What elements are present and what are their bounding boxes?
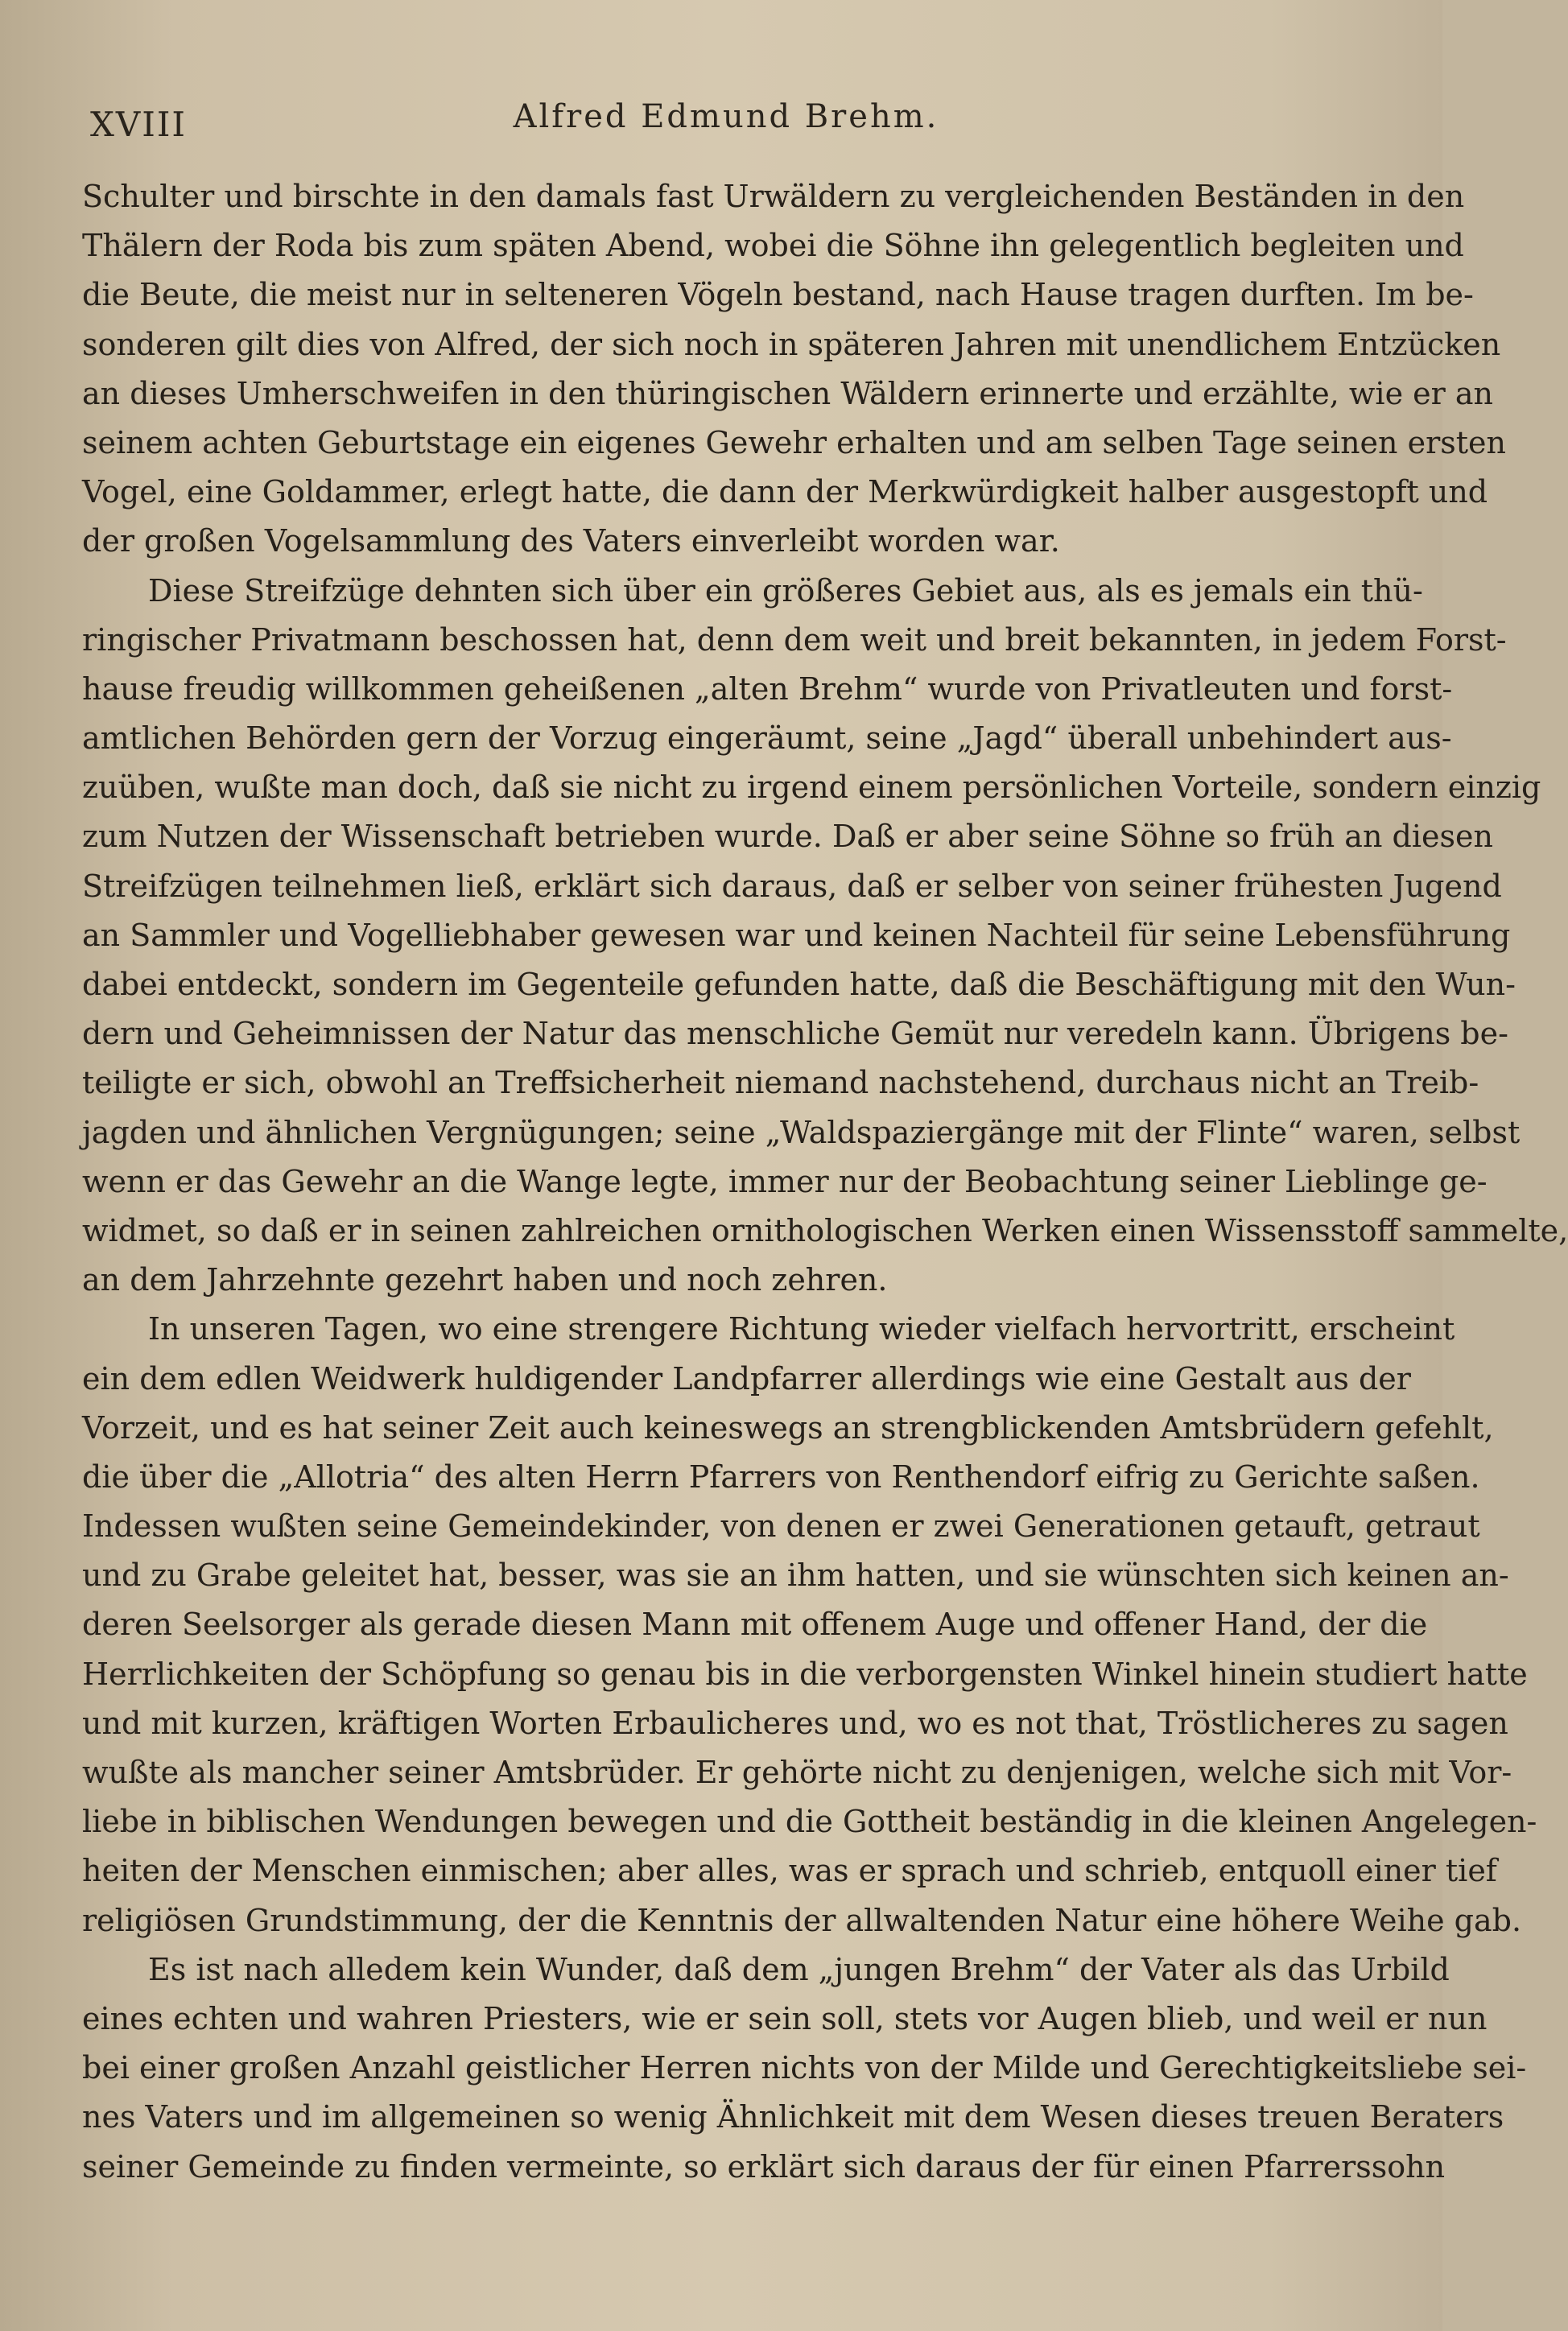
- text-line: an Sammler und Vogelliebhaber gewesen war und keinen Nachteil für seine Lebensführung: [82, 917, 1511, 953]
- text-line: bei einer großen Anzahl geistlicher Herren nichts von der Milde und Gerechtigkeitsliebe sei-: [82, 2050, 1527, 2086]
- text-line: an dem Jahrzehnte gezehrt haben und noch zehren.: [82, 1262, 888, 1298]
- text-line: zum Nutzen der Wissenschaft betrieben wurde. Daß er aber seine Söhne so früh an diesen: [82, 819, 1493, 855]
- text-line: eines echten und wahren Priesters, wie er sein soll, stets vor Augen blieb, und weil er nun: [82, 2000, 1488, 2036]
- text-line: Herrlichkeiten der Schöpfung so genau bis in die verborgensten Winkel hinein studiert hatte: [82, 1656, 1528, 1692]
- text-line: wenn er das Gewehr an die Wange legte, immer nur der Beobachtung seiner Lieblinge ge-: [82, 1163, 1488, 1199]
- text-line: religiösen Grundstimmung, der die Kenntnis der allwaltenden Natur eine höhere Weihe gab.: [82, 1902, 1522, 1938]
- text-line: Thälern der Roda bis zum späten Abend, wobei die Söhne ihn gelegentlich begleiten und: [82, 228, 1464, 264]
- text-line: und mit kurzen, kräftigen Worten Erbaulicheres und, wo es not that, Tröstlicheres zu sagen: [82, 1705, 1508, 1741]
- text-line: Schulter und birschte in den damals fast Urwäldern zu vergleichenden Beständen in den: [82, 179, 1465, 214]
- running-head: Alfred Edmund Brehm.: [513, 98, 939, 135]
- text-line: der großen Vogelsammlung des Vaters einverleibt worden war.: [82, 523, 1060, 559]
- text-line: Diese Streifzüge dehnten sich über ein größeres Gebiet aus, als es jemals ein thü-: [148, 572, 1423, 609]
- text-line: Vogel, eine Goldammer, erlegt hatte, die dann der Merkwürdigkeit halber ausgestopft und: [82, 474, 1488, 510]
- text-line: die Beute, die meist nur in selteneren Vögeln bestand, nach Hause tragen durften. Im be-: [82, 277, 1474, 313]
- text-line: teiligte er sich, obwohl an Treffsicherheit niemand nachstehend, durchaus nicht an Treib-: [82, 1065, 1479, 1101]
- text-line: ringischer Privatmann beschossen hat, denn dem weit und breit bekannten, in jedem Forst-: [82, 621, 1507, 658]
- text-line: Es ist nach alledem kein Wunder, daß dem „jungen Brehm“ der Vater als das Urbild: [148, 1951, 1450, 1987]
- text-line: und zu Grabe geleitet hat, besser, was sie an ihm hatten, und sie wünschten sich keinen an-: [82, 1557, 1509, 1594]
- text-line: heiten der Menschen einmischen; aber alles, was er sprach und schrieb, entquoll einer tief: [82, 1853, 1497, 1889]
- text-line: In unseren Tagen, wo eine strengere Richtung wieder vielfach hervortritt, erscheint: [148, 1311, 1455, 1347]
- text-line: Indessen wußten seine Gemeindekinder, von denen er zwei Generationen getauft, getraut: [82, 1508, 1480, 1545]
- text-line: seinem achten Geburtstage ein eigenes Gewehr erhalten und am selben Tage seinen ersten: [82, 424, 1506, 460]
- text-line: hause freudig willkommen geheißenen „alten Brehm“ wurde von Privatleuten und forst-: [82, 670, 1453, 707]
- page-number: XVIII: [90, 105, 188, 144]
- text-line: nes Vaters und im allgemeinen so wenig Ähnlichkeit mit dem Wesen dieses treuen Beraters: [82, 2099, 1504, 2135]
- text-line: wußte als mancher seiner Amtsbrüder. Er gehörte nicht zu denjenigen, welche sich mit Vor-: [82, 1755, 1512, 1790]
- text-line: an dieses Umherschweifen in den thüringischen Wäldern erinnerte und erzählte, wie er an: [82, 375, 1493, 411]
- page-header: [90, 90, 1362, 146]
- text-line: ein dem edlen Weidwerk huldigender Landpfarrer allerdings wie eine Gestalt aus der: [82, 1360, 1411, 1397]
- text-line: die über die „Allotria“ des alten Herrn Pfarrers von Renthendorf eifrig zu Gerichte saßen.: [82, 1458, 1480, 1495]
- text-line: amtlichen Behörden gern der Vorzug eingeräumt, seine „Jagd“ überall unbehindert aus-: [82, 720, 1452, 757]
- text-line: dern und Geheimnissen der Natur das menschliche Gemüt nur veredeln kann. Übrigens be-: [82, 1016, 1508, 1052]
- text-line: liebe in biblischen Wendungen bewegen und die Gottheit beständig in die kleinen Angelegen-: [82, 1804, 1537, 1840]
- text-line: Streifzügen teilnehmen ließ, erklärt sich daraus, daß er selber von seiner frühesten Jugend: [82, 868, 1502, 904]
- text-line: widmet, so daß er in seinen zahlreichen ornithologischen Werken einen Wissensstoff sammelte,: [82, 1212, 1568, 1248]
- text-line: seiner Gemeinde zu finden vermeinte, so erklärt sich daraus der für einen Pfarrerssohn: [82, 2148, 1446, 2185]
- text-line: zuüben, wußte man doch, daß sie nicht zu irgend einem persönlichen Vorteile, sondern einzig: [82, 769, 1541, 806]
- body-text: [82, 172, 1568, 2192]
- text-line: jagden und ähnlichen Vergnügungen; seine „Waldspaziergänge mit der Flinte“ waren, selbst: [82, 1114, 1521, 1150]
- text-line: dabei entdeckt, sondern im Gegenteile gefunden hatte, daß die Beschäftigung mit den Wun-: [82, 967, 1516, 1002]
- text-line: sonderen gilt dies von Alfred, der sich noch in späteren Jahren mit unendlichem Entzücken: [82, 326, 1501, 362]
- text-line: deren Seelsorger als gerade diesen Mann mit offenem Auge und offener Hand, der die: [82, 1607, 1428, 1643]
- text-line: Vorzeit, und es hat seiner Zeit auch keineswegs an strengblickenden Amtsbrüdern gefehlt,: [82, 1409, 1494, 1446]
